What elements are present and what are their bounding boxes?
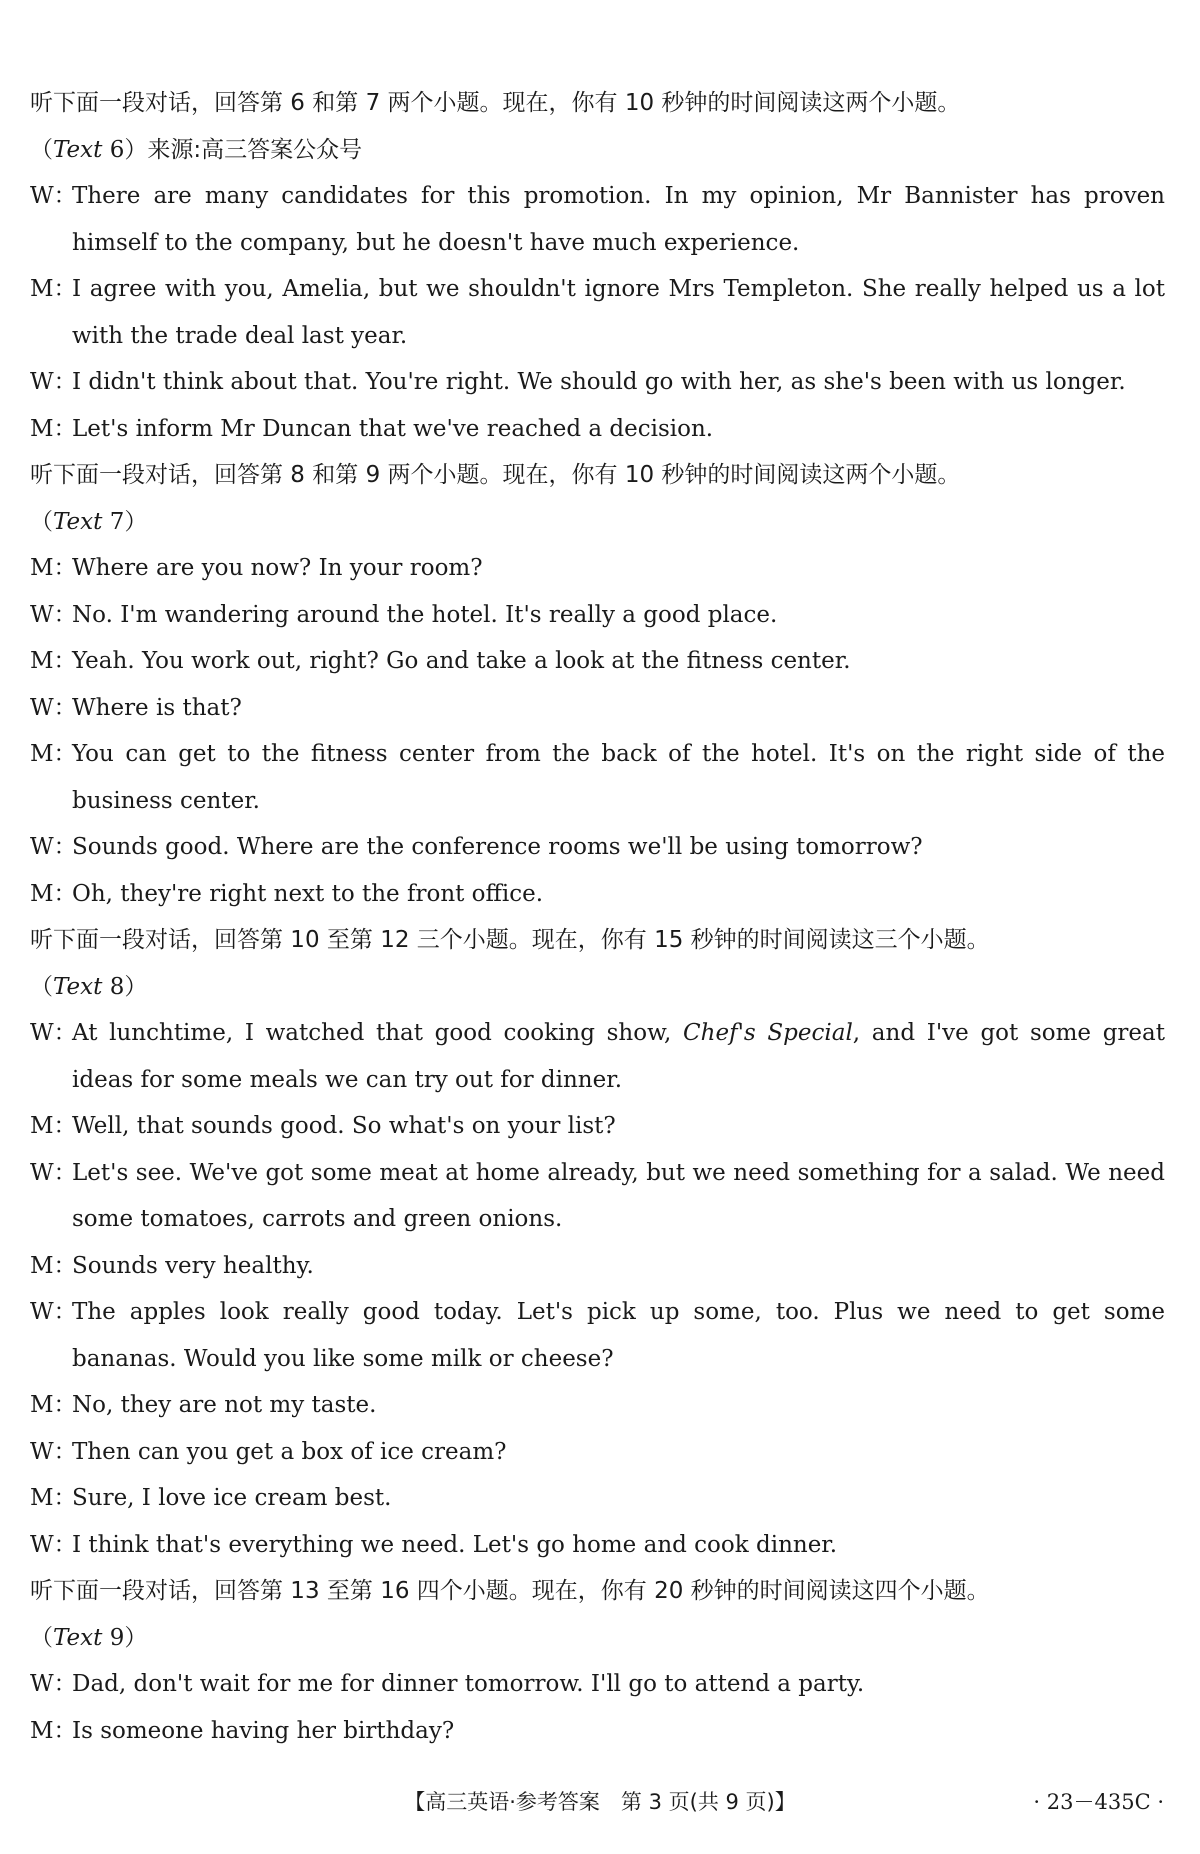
speaker-label: W： bbox=[30, 1159, 77, 1186]
text-label bbox=[30, 964, 1165, 1011]
dialogue-turn bbox=[30, 1289, 1165, 1382]
speaker-label: M： bbox=[30, 1252, 77, 1279]
speaker-label: W： bbox=[30, 1299, 77, 1325]
dialogue-text: Well, that sounds good. So what's on your list? bbox=[72, 1113, 616, 1139]
speaker-label: M： bbox=[30, 1717, 77, 1744]
speaker-label: M： bbox=[30, 648, 77, 674]
speaker-label: W： bbox=[30, 601, 77, 628]
speaker-label: W： bbox=[30, 694, 77, 721]
dialogue-turn bbox=[30, 592, 1165, 639]
dialogue-turn bbox=[30, 1429, 1165, 1476]
dialogue-text: Let's inform Mr Duncan that we've reached a decision. bbox=[72, 415, 714, 442]
dialogue-text: Sure, I love ice cream best. bbox=[72, 1485, 392, 1511]
dialogue-text: You can get to the fitness center from the back of the hotel. It's on the right side of the business center. bbox=[72, 741, 1165, 814]
dialogue-text bbox=[72, 1010, 1165, 1103]
text-label-source: 来源:高三答案公众号 bbox=[147, 136, 363, 163]
footer-page-info: 【高三英语·参考答案 第 3 页(共 9 页)】 bbox=[404, 1790, 796, 1814]
dialogue-text-part: , and I've got some great ideas for some meals we can try out for dinner. bbox=[72, 1020, 1165, 1093]
speaker-label: M： bbox=[30, 1113, 77, 1139]
dialogue-turn bbox=[30, 1522, 1165, 1569]
dialogue-text: Where are you now? In your room? bbox=[72, 555, 483, 581]
speaker-label: W： bbox=[30, 1438, 77, 1465]
dialogue-text: No. I'm wandering around the hotel. It's really a good place. bbox=[72, 601, 778, 628]
dialogue-turn bbox=[30, 173, 1165, 266]
section-instruction: 听下面一段对话，回答第 6 和第 7 两个小题。现在，你有 10 秒钟的时间阅读这两个小题。 bbox=[30, 90, 961, 116]
text-label-paren: （ bbox=[30, 973, 53, 1000]
section-instruction: 听下面一段对话，回答第 13 至第 16 四个小题。现在，你有 20 秒钟的时间阅读这四个小题。 bbox=[30, 1578, 990, 1604]
dialogue-text: Where is that? bbox=[72, 694, 242, 721]
dialogue-turn bbox=[30, 871, 1165, 918]
speaker-label: W： bbox=[30, 369, 77, 395]
dialogue-turn bbox=[30, 731, 1165, 824]
dialogue-turn bbox=[30, 1243, 1165, 1290]
text-label-word: Text bbox=[53, 1624, 103, 1651]
text-label-word: Text bbox=[53, 136, 103, 163]
dialogue-turn bbox=[30, 685, 1165, 732]
dialogue-turn bbox=[30, 406, 1165, 453]
text-label bbox=[30, 127, 1165, 174]
dialogue-text: Let's see. We've got some meat at home already, but we need something for a salad. We need some tomatoes, carrots and green onions. bbox=[72, 1159, 1165, 1232]
text-label bbox=[30, 1615, 1165, 1662]
dialogue-text: Is someone having her birthday? bbox=[72, 1717, 455, 1744]
dialogue-turn bbox=[30, 824, 1165, 871]
text-label-paren: （ bbox=[30, 1624, 53, 1651]
dialogue-turn bbox=[30, 1708, 1165, 1755]
dialogue-text: Sounds very healthy. bbox=[72, 1252, 314, 1279]
page-footer bbox=[0, 1782, 1200, 1822]
speaker-label: W： bbox=[30, 1020, 77, 1046]
speaker-label: M： bbox=[30, 1392, 77, 1418]
speaker-label: M： bbox=[30, 415, 77, 442]
speaker-label: M： bbox=[30, 741, 77, 767]
speaker-label: W： bbox=[30, 1671, 77, 1697]
dialogue-turn bbox=[30, 1661, 1165, 1708]
dialogue-turn bbox=[30, 545, 1165, 592]
dialogue-text: I didn't think about that. You're right. We should go with her, as she's been with us longer. bbox=[72, 369, 1126, 395]
speaker-label: W： bbox=[30, 1531, 77, 1558]
speaker-label: M： bbox=[30, 1485, 77, 1511]
speaker-label: M： bbox=[30, 276, 77, 302]
text-label-paren: （ bbox=[30, 136, 53, 163]
footer-doc-code: · 23－435C · bbox=[1033, 1790, 1164, 1814]
dialogue-text: There are many candidates for this promotion. In my opinion, Mr Bannister has proven himself to the company, but he doesn't have much experience. bbox=[72, 183, 1165, 256]
dialogue-text: Then can you get a box of ice cream? bbox=[72, 1438, 507, 1465]
text-label-number: 6） bbox=[102, 136, 148, 163]
text-label-number: 9） bbox=[102, 1624, 148, 1651]
dialogue-text: Dad, don't wait for me for dinner tomorrow. I'll go to attend a party. bbox=[72, 1671, 865, 1697]
dialogue-text: I think that's everything we need. Let's go home and cook dinner. bbox=[72, 1531, 838, 1558]
show-title: Chef's Special bbox=[683, 1020, 853, 1046]
dialogue-turn bbox=[30, 1382, 1165, 1429]
text-label-word: Text bbox=[53, 508, 103, 535]
text-label-paren: （ bbox=[30, 508, 53, 535]
text-label-number: 7） bbox=[102, 508, 148, 535]
dialogue-turn bbox=[30, 1103, 1165, 1150]
document-body bbox=[30, 80, 1165, 1754]
dialogue-text: I agree with you, Amelia, but we shouldn't ignore Mrs Templeton. She really helped us a lot with the trade deal last year. bbox=[72, 276, 1165, 349]
speaker-label: M： bbox=[30, 555, 77, 581]
dialogue-turn bbox=[30, 1150, 1165, 1243]
speaker-label: W： bbox=[30, 834, 77, 860]
dialogue-text-part: At lunchtime, I watched that good cooking show, bbox=[72, 1020, 684, 1046]
text-label bbox=[30, 499, 1165, 546]
dialogue-turn bbox=[30, 1475, 1165, 1522]
dialogue-text: Oh, they're right next to the front office. bbox=[72, 880, 544, 907]
dialogue-turn bbox=[30, 638, 1165, 685]
text-label-word: Text bbox=[53, 973, 103, 1000]
dialogue-turn bbox=[30, 359, 1165, 406]
dialogue-text: No, they are not my taste. bbox=[72, 1392, 377, 1418]
dialogue-text: Yeah. You work out, right? Go and take a look at the fitness center. bbox=[72, 648, 851, 674]
speaker-label: M： bbox=[30, 880, 77, 907]
section-instruction: 听下面一段对话，回答第 8 和第 9 两个小题。现在，你有 10 秒钟的时间阅读这两个小题。 bbox=[30, 462, 961, 488]
section-instruction: 听下面一段对话，回答第 10 至第 12 三个小题。现在，你有 15 秒钟的时间阅读这三个小题。 bbox=[30, 927, 990, 953]
dialogue-turn bbox=[30, 266, 1165, 359]
dialogue-text: The apples look really good today. Let's pick up some, too. Plus we need to get some bananas. Would you like some milk or cheese? bbox=[72, 1299, 1165, 1372]
dialogue-text: Sounds good. Where are the conference rooms we'll be using tomorrow? bbox=[72, 834, 923, 860]
text-label-number: 8） bbox=[102, 973, 148, 1000]
speaker-label: W： bbox=[30, 183, 77, 209]
dialogue-turn bbox=[30, 1010, 1165, 1103]
